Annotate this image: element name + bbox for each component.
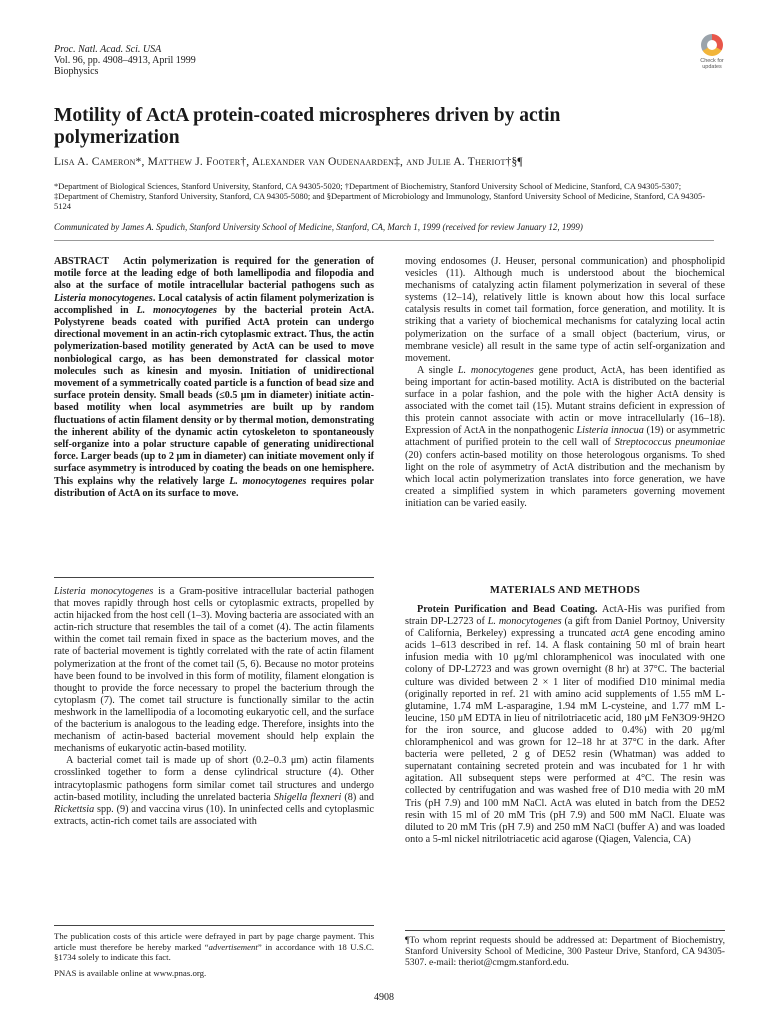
abstract-divider — [54, 577, 374, 578]
volume-info: Vol. 96, pp. 4908–4913, April 1999 — [54, 55, 196, 66]
crossmark-icon — [701, 34, 723, 56]
section-heading: MATERIALS AND METHODS — [489, 585, 641, 596]
footnote-left: The publication costs of this article were defrayed in part by page charge payment. This article must therefore be hereby marked “advertisement” in accordance with 18 U.S.C. §1734 solely to indicate this fact. PNAS is available online at www.pnas.org. — [54, 931, 374, 978]
footnote-divider-right — [405, 930, 725, 931]
header-divider — [54, 240, 714, 241]
paragraph: Listeria monocytogenes is a Gram-positive intracellular bacterial pathogen that moves rapidly through host cells or cytoplasmic extracts, propelled by actin hijacked from the host cell (1–3). Moving bacteria are associated with an actin-rich structure that resembles the tail of a comet (4). The actin filaments within the comet tail remain fixed in space as the bacterium moves, and the rate of bacterial movement is tightly correlated with the rate of actin filament polymerization at the front of the comet tail (5, 6). Because no motor proteins have been found to be involved in this form of motility, filament elongation is thought to provide the force necessary to propel the bacterium through the cytoplasm (7). The comet tail structure is functionally similar to the actin meshwork in the lamellipodia of a locomoting eukaryotic cell, and the surface of the bacterium is analogous to the leading edge. Therefore, insights into the mechanism of actin-based bacterial movement should help explain the mechanisms of eukaryotic actin-based motility. — [54, 586, 374, 755]
affiliations: *Department of Biological Sciences, Stanford University, Stanford, CA 94305-5020; †Department of Biochemistry, Stanford University School of Medicine, Stanford, CA 94305-5307; ‡Department of Chemistry, Stanford University, Stanford, CA 94305-5080; and §Department of Microbiology and Immunology, Stanford University School of Medicine, Stanford, CA 94305-5124 — [54, 181, 706, 211]
abstract-label: ABSTRACT — [54, 256, 109, 267]
methods-text: Protein Purification and Bead Coating. ActA-His was purified from strain DP-L2723 of L. monocytogenes (a gift from Daniel Portnoy, University of California, Berkeley) expressing a truncated actA gene encoding amino acids 1–613 described in ref. 14. A flask containing 50 ml of brain heart infusion media with 10 μg/ml chloramphenicol was inoculated with one colony of DP-L2723 and was grown overnight (8 hr) at 37°C. The bacterial culture was divided between 2 × 1 liter of modified D10 minimal media (originally reported in ref. 21 with amino acid supplements of 1.55 mM L-glutamine, 1.74 mM L-asparagine, 1.94 mM L-cysteine, and 1.77 mM L-leucine, 150 μM EDTA in lieu of nitrilotriacetic acid, 180 μM FeN3O9·9H2O for the iron source, and glucose added to 0.4%) with 20 μg/ml chloramphenicol and was grown for 12–18 hr at 37°C in the dark. After bacteria were pelleted, 2 g of DE52 resin (Whatman) was added to supernatant containing secreted protein and was incubated for 1 hr with agitation. All subsequent steps were performed at 4°C. The resin was collected by centrifugation and was washed free of D10 media with 20 mM Tris (pH 7.9) and 100 mM NaCl. ActA was eluted in batch from the DE52 resin with 15 ml of 20 mM Tris (pH 7.9) and 500 mM NaCl. Eluate was diluted to 20 mM Tris (pH 7.9) and 250 mM NaCl (buffer A) and was loaded onto a 5-ml nickel nitrilotriacetic acid agarose (Qiagen, Valencia, CA) — [405, 604, 725, 845]
author-list: Lisa A. Cameron*, Matthew J. Footer†, Alexander van Oudenaarden‡, and Julie A. Theriot†§¶ — [54, 156, 523, 168]
check-for-updates-badge[interactable] — [694, 34, 730, 76]
section-name: Biophysics — [54, 66, 99, 77]
article-title: Motility of ActA protein-coated microspheres driven by actin polymerization — [54, 105, 561, 148]
introduction-left — [54, 586, 374, 828]
paragraph: A single L. monocytogenes gene product, ActA, has been identified as being important for actin-based motility. ActA is distributed on the bacterial surface in a polar fashion, and the pole with the higher ActA density is associated with the comet tail (15). Mutant strains deficient in expression of this protein cannot associate with actin or move intracellularly (16–18). Expression of ActA in the nonpathogenic Listeria innocua (19) or asymmetric attachment of purified protein to the cell wall of Streptococcus pneumoniae (20) confers actin-based motility on those heterologous organisms. To shed light on the role of asymmetry of ActA distribution and the mechanism by which local actin polymerization translates into force generation, we have created a simplified system in which parameters governing movement initiation can be varied easily. — [405, 364, 726, 509]
subsection-heading: Protein Purification and Bead Coating. — [417, 604, 598, 615]
page-number: 4908 — [374, 992, 394, 1003]
abstract: ABSTRACT Actin polymerization is required for the generation of motile force at the leading edge of both lamellipodia and filopodia and also at the surface of motile intracellular bacterial pathogens such as Listeria monocytogenes. Local catalysis of actin filament polymerization is accomplished in L. monocytogenes by the bacterial protein ActA. Polystyrene beads coated with purified ActA protein can undergo directional movement in an actin-rich cytoplasmic extract. Thus, the actin polymerization-based motility generated by ActA can be used to move nonbiological cargo, as has been demonstrated for classical motor molecules such as kinesin and myosin. Initiation of unidirectional movement of a symmetrically coated particle is a function of bead size and surface protein density. Small beads (≤0.5 μm in diameter) initiate actin-based motility when local asymmetries are built up by random fluctuations of actin filament density or by thermal motion, demonstrating the inherent ability of the dynamic actin cytoskeleton to spontaneously self-organize into a polar structure capable of generating unidirectional force. Larger beads (up to 2 μm in diameter) can initiate movement only if surface asymmetry is introduced by coating the beads on one hemisphere. This explains why the relatively large L. monocytogenes requires polar distribution of ActA on its surface to move. — [54, 256, 374, 499]
paragraph: moving endosomes (J. Heuser, personal communication) and phospholipid vesicles (11). Although much is understood about the biochemical mechanisms of catalyzing actin filament polymerization in several of these systems (12–14), relatively little is known about how this local surface catalysis results in comet tail formation, force generation, and motility. It is striking that a variety of biochemical mechanisms for catalyzing local actin polymerization on the surface of a small object (bacterium, virus, or membrane vesicle) all result in the same type of actin self-organization and movement. — [405, 256, 725, 364]
paragraph: A bacterial comet tail is made up of short (0.2–0.3 μm) actin filaments crosslinked together to form a dense cylindrical structure (4). Other intracytoplasmic pathogens form similar comet tail structures and undergo actin-based motility, including the unrelated bacteria Shigella flexneri (8) and Rickettsia spp. (9) and vaccina virus (10). In uninfected cells and cytoplasmic extracts, actin-rich comet tails are associated with — [54, 755, 374, 827]
journal-name: Proc. Natl. Acad. Sci. USA — [54, 44, 162, 55]
badge-label: Check for updates — [700, 58, 724, 70]
communicated-by: Communicated by James A. Spudich, Stanford University School of Medicine, Stanford, CA, March 1, 1999 (received for review January 12, 1999) — [54, 222, 583, 232]
introduction-right — [405, 256, 725, 510]
footnote-right: ¶To whom reprint requests should be addressed at: Department of Biochemistry, Stanford University School of Medicine, 300 Pasteur Drive, Stanford, CA 94305-5307. e-mail: theriot@cmgm.stanford.edu. — [405, 935, 725, 968]
footnote-divider-left — [54, 925, 374, 926]
journal-header — [54, 44, 196, 77]
